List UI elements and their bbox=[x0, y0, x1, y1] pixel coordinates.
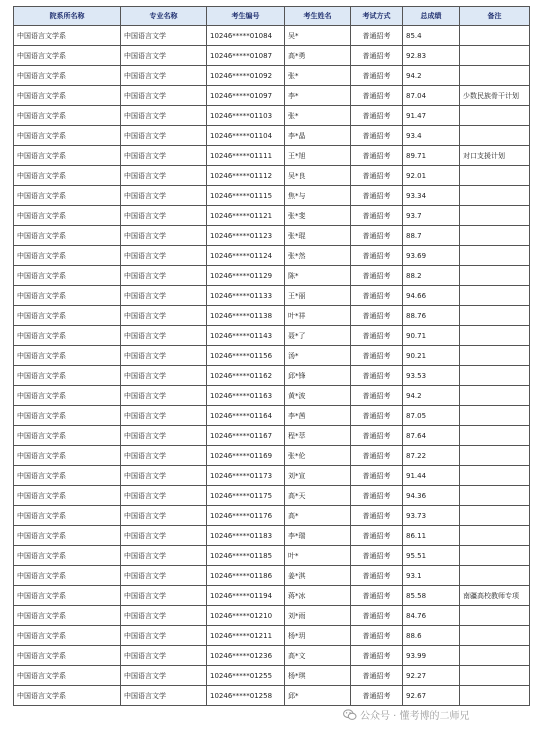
header-row bbox=[14, 7, 530, 26]
cell-note bbox=[460, 366, 530, 386]
cell-name: 杨*玥 bbox=[285, 626, 351, 646]
table-row bbox=[14, 326, 530, 346]
cell-note bbox=[460, 686, 530, 706]
cell-note bbox=[460, 186, 530, 206]
table-row bbox=[14, 506, 530, 526]
cell-dept: 中国语言文学系 bbox=[14, 406, 121, 426]
cell-note bbox=[460, 286, 530, 306]
cell-name: 杨*琪 bbox=[285, 666, 351, 686]
table-row bbox=[14, 546, 530, 566]
cell-method: 普通招考 bbox=[351, 386, 403, 406]
cell-name: 吴*良 bbox=[285, 166, 351, 186]
cell-dept: 中国语言文学系 bbox=[14, 106, 121, 126]
cell-id: 10246*****01258 bbox=[207, 686, 285, 706]
cell-name: 张*然 bbox=[285, 246, 351, 266]
cell-method: 普通招考 bbox=[351, 326, 403, 346]
cell-note bbox=[460, 306, 530, 326]
cell-major: 中国语言文学 bbox=[121, 206, 207, 226]
cell-score: 84.76 bbox=[403, 606, 460, 626]
table-row bbox=[14, 146, 530, 166]
cell-major: 中国语言文学 bbox=[121, 246, 207, 266]
cell-dept: 中国语言文学系 bbox=[14, 46, 121, 66]
cell-dept: 中国语言文学系 bbox=[14, 526, 121, 546]
cell-dept: 中国语言文学系 bbox=[14, 286, 121, 306]
cell-method: 普通招考 bbox=[351, 26, 403, 46]
cell-method: 普通招考 bbox=[351, 626, 403, 646]
cell-score: 90.21 bbox=[403, 346, 460, 366]
cell-note bbox=[460, 626, 530, 646]
cell-dept: 中国语言文学系 bbox=[14, 666, 121, 686]
cell-id: 10246*****01169 bbox=[207, 446, 285, 466]
cell-id: 10246*****01092 bbox=[207, 66, 285, 86]
cell-score: 93.69 bbox=[403, 246, 460, 266]
cell-note: 南疆高校教师专项 bbox=[460, 586, 530, 606]
cell-id: 10246*****01167 bbox=[207, 426, 285, 446]
cell-score: 85.58 bbox=[403, 586, 460, 606]
cell-method: 普通招考 bbox=[351, 586, 403, 606]
cell-score: 88.2 bbox=[403, 266, 460, 286]
table-row bbox=[14, 526, 530, 546]
cell-id: 10246*****01185 bbox=[207, 546, 285, 566]
cell-score: 93.53 bbox=[403, 366, 460, 386]
cell-dept: 中国语言文学系 bbox=[14, 606, 121, 626]
cell-id: 10246*****01211 bbox=[207, 626, 285, 646]
cell-name: 李* bbox=[285, 86, 351, 106]
column-header-method: 考试方式 bbox=[351, 7, 403, 26]
cell-method: 普通招考 bbox=[351, 406, 403, 426]
cell-score: 92.67 bbox=[403, 686, 460, 706]
cell-note bbox=[460, 46, 530, 66]
table-row bbox=[14, 346, 530, 366]
cell-major: 中国语言文学 bbox=[121, 646, 207, 666]
cell-major: 中国语言文学 bbox=[121, 546, 207, 566]
column-header-score: 总成绩 bbox=[403, 7, 460, 26]
cell-id: 10246*****01097 bbox=[207, 86, 285, 106]
cell-dept: 中国语言文学系 bbox=[14, 426, 121, 446]
cell-method: 普通招考 bbox=[351, 506, 403, 526]
table-row bbox=[14, 106, 530, 126]
cell-note: 对口支援计划 bbox=[460, 146, 530, 166]
cell-score: 87.64 bbox=[403, 426, 460, 446]
cell-dept: 中国语言文学系 bbox=[14, 386, 121, 406]
cell-score: 87.22 bbox=[403, 446, 460, 466]
cell-name: 焦*与 bbox=[285, 186, 351, 206]
cell-dept: 中国语言文学系 bbox=[14, 246, 121, 266]
column-header-note: 备注 bbox=[460, 7, 530, 26]
cell-score: 94.2 bbox=[403, 66, 460, 86]
cell-note bbox=[460, 506, 530, 526]
cell-method: 普通招考 bbox=[351, 246, 403, 266]
cell-id: 10246*****01121 bbox=[207, 206, 285, 226]
cell-note bbox=[460, 446, 530, 466]
table-header bbox=[14, 7, 530, 26]
cell-dept: 中国语言文学系 bbox=[14, 626, 121, 646]
cell-major: 中国语言文学 bbox=[121, 346, 207, 366]
table-row bbox=[14, 466, 530, 486]
cell-dept: 中国语言文学系 bbox=[14, 86, 121, 106]
cell-name: 邱*锋 bbox=[285, 366, 351, 386]
cell-method: 普通招考 bbox=[351, 426, 403, 446]
cell-score: 88.7 bbox=[403, 226, 460, 246]
cell-major: 中国语言文学 bbox=[121, 86, 207, 106]
cell-major: 中国语言文学 bbox=[121, 26, 207, 46]
cell-dept: 中国语言文学系 bbox=[14, 366, 121, 386]
table-row bbox=[14, 286, 530, 306]
cell-name: 张*琨 bbox=[285, 226, 351, 246]
cell-id: 10246*****01129 bbox=[207, 266, 285, 286]
cell-id: 10246*****01255 bbox=[207, 666, 285, 686]
cell-major: 中国语言文学 bbox=[121, 466, 207, 486]
watermark bbox=[343, 707, 470, 722]
cell-dept: 中国语言文学系 bbox=[14, 326, 121, 346]
cell-score: 93.4 bbox=[403, 126, 460, 146]
cell-id: 10246*****01175 bbox=[207, 486, 285, 506]
cell-id: 10246*****01186 bbox=[207, 566, 285, 586]
table-row bbox=[14, 566, 530, 586]
cell-dept: 中国语言文学系 bbox=[14, 186, 121, 206]
cell-note: 少数民族骨干计划 bbox=[460, 86, 530, 106]
cell-dept: 中国语言文学系 bbox=[14, 566, 121, 586]
cell-dept: 中国语言文学系 bbox=[14, 546, 121, 566]
cell-major: 中国语言文学 bbox=[121, 486, 207, 506]
cell-method: 普通招考 bbox=[351, 486, 403, 506]
cell-name: 张*伦 bbox=[285, 446, 351, 466]
cell-major: 中国语言文学 bbox=[121, 446, 207, 466]
table-row bbox=[14, 306, 530, 326]
cell-note bbox=[460, 426, 530, 446]
table-row bbox=[14, 366, 530, 386]
cell-score: 92.83 bbox=[403, 46, 460, 66]
cell-dept: 中国语言文学系 bbox=[14, 486, 121, 506]
cell-major: 中国语言文学 bbox=[121, 286, 207, 306]
cell-method: 普通招考 bbox=[351, 266, 403, 286]
cell-note bbox=[460, 566, 530, 586]
cell-dept: 中国语言文学系 bbox=[14, 146, 121, 166]
cell-name: 王*丽 bbox=[285, 286, 351, 306]
cell-note bbox=[460, 486, 530, 506]
cell-method: 普通招考 bbox=[351, 86, 403, 106]
cell-method: 普通招考 bbox=[351, 146, 403, 166]
cell-name: 高*勇 bbox=[285, 46, 351, 66]
cell-name: 吴* bbox=[285, 26, 351, 46]
cell-note bbox=[460, 66, 530, 86]
cell-name: 刘*宣 bbox=[285, 466, 351, 486]
cell-name: 陈* bbox=[285, 266, 351, 286]
cell-name: 高*文 bbox=[285, 646, 351, 666]
cell-dept: 中国语言文学系 bbox=[14, 166, 121, 186]
cell-method: 普通招考 bbox=[351, 546, 403, 566]
cell-note bbox=[460, 386, 530, 406]
cell-name: 李*茜 bbox=[285, 406, 351, 426]
cell-id: 10246*****01123 bbox=[207, 226, 285, 246]
cell-score: 89.71 bbox=[403, 146, 460, 166]
cell-id: 10246*****01104 bbox=[207, 126, 285, 146]
cell-score: 93.99 bbox=[403, 646, 460, 666]
table-row bbox=[14, 26, 530, 46]
table-row bbox=[14, 626, 530, 646]
cell-dept: 中国语言文学系 bbox=[14, 306, 121, 326]
cell-name: 高*天 bbox=[285, 486, 351, 506]
cell-dept: 中国语言文学系 bbox=[14, 446, 121, 466]
cell-id: 10246*****01143 bbox=[207, 326, 285, 346]
table-row bbox=[14, 246, 530, 266]
column-header-major: 专业名称 bbox=[121, 7, 207, 26]
cell-score: 88.76 bbox=[403, 306, 460, 326]
cell-note bbox=[460, 266, 530, 286]
cell-method: 普通招考 bbox=[351, 286, 403, 306]
cell-name: 李*晶 bbox=[285, 126, 351, 146]
cell-note bbox=[460, 226, 530, 246]
cell-method: 普通招考 bbox=[351, 166, 403, 186]
cell-name: 聂*了 bbox=[285, 326, 351, 346]
cell-major: 中国语言文学 bbox=[121, 126, 207, 146]
cell-id: 10246*****01236 bbox=[207, 646, 285, 666]
table-row bbox=[14, 66, 530, 86]
table-row bbox=[14, 666, 530, 686]
cell-method: 普通招考 bbox=[351, 666, 403, 686]
table-row bbox=[14, 606, 530, 626]
cell-score: 94.2 bbox=[403, 386, 460, 406]
cell-major: 中国语言文学 bbox=[121, 146, 207, 166]
cell-id: 10246*****01112 bbox=[207, 166, 285, 186]
cell-major: 中国语言文学 bbox=[121, 426, 207, 446]
cell-score: 85.4 bbox=[403, 26, 460, 46]
cell-name: 张* bbox=[285, 66, 351, 86]
column-header-dept: 院系所名称 bbox=[14, 7, 121, 26]
cell-score: 91.44 bbox=[403, 466, 460, 486]
cell-dept: 中国语言文学系 bbox=[14, 686, 121, 706]
cell-major: 中国语言文学 bbox=[121, 266, 207, 286]
cell-id: 10246*****01084 bbox=[207, 26, 285, 46]
cell-score: 94.36 bbox=[403, 486, 460, 506]
cell-note bbox=[460, 326, 530, 346]
cell-method: 普通招考 bbox=[351, 206, 403, 226]
cell-method: 普通招考 bbox=[351, 306, 403, 326]
cell-score: 93.1 bbox=[403, 566, 460, 586]
cell-note bbox=[460, 126, 530, 146]
cell-major: 中国语言文学 bbox=[121, 366, 207, 386]
cell-id: 10246*****01173 bbox=[207, 466, 285, 486]
cell-name: 张*斐 bbox=[285, 206, 351, 226]
cell-method: 普通招考 bbox=[351, 686, 403, 706]
cell-score: 93.34 bbox=[403, 186, 460, 206]
cell-score: 87.05 bbox=[403, 406, 460, 426]
cell-dept: 中国语言文学系 bbox=[14, 586, 121, 606]
cell-dept: 中国语言文学系 bbox=[14, 126, 121, 146]
cell-score: 87.04 bbox=[403, 86, 460, 106]
cell-name: 王*旭 bbox=[285, 146, 351, 166]
cell-score: 92.01 bbox=[403, 166, 460, 186]
cell-score: 88.6 bbox=[403, 626, 460, 646]
table-row bbox=[14, 646, 530, 666]
cell-note bbox=[460, 546, 530, 566]
cell-major: 中国语言文学 bbox=[121, 226, 207, 246]
cell-dept: 中国语言文学系 bbox=[14, 266, 121, 286]
cell-id: 10246*****01138 bbox=[207, 306, 285, 326]
table-row bbox=[14, 406, 530, 426]
watermark-text: 公众号 · 懂考博的二师兄 bbox=[360, 711, 470, 722]
cell-major: 中国语言文学 bbox=[121, 326, 207, 346]
cell-major: 中国语言文学 bbox=[121, 186, 207, 206]
cell-note bbox=[460, 406, 530, 426]
cell-dept: 中国语言文学系 bbox=[14, 66, 121, 86]
cell-note bbox=[460, 666, 530, 686]
cell-method: 普通招考 bbox=[351, 446, 403, 466]
cell-major: 中国语言文学 bbox=[121, 46, 207, 66]
cell-note bbox=[460, 106, 530, 126]
cell-id: 10246*****01163 bbox=[207, 386, 285, 406]
cell-major: 中国语言文学 bbox=[121, 526, 207, 546]
table-row bbox=[14, 166, 530, 186]
cell-dept: 中国语言文学系 bbox=[14, 206, 121, 226]
table-row bbox=[14, 266, 530, 286]
cell-note bbox=[460, 646, 530, 666]
cell-name: 刘*雨 bbox=[285, 606, 351, 626]
cell-note bbox=[460, 606, 530, 626]
column-header-name: 考生姓名 bbox=[285, 7, 351, 26]
cell-id: 10246*****01210 bbox=[207, 606, 285, 626]
cell-dept: 中国语言文学系 bbox=[14, 26, 121, 46]
cell-name: 姜*淇 bbox=[285, 566, 351, 586]
cell-method: 普通招考 bbox=[351, 346, 403, 366]
cell-id: 10246*****01111 bbox=[207, 146, 285, 166]
cell-id: 10246*****01162 bbox=[207, 366, 285, 386]
cell-id: 10246*****01176 bbox=[207, 506, 285, 526]
column-header-id: 考生编号 bbox=[207, 7, 285, 26]
cell-id: 10246*****01156 bbox=[207, 346, 285, 366]
table-row bbox=[14, 46, 530, 66]
table-row bbox=[14, 686, 530, 706]
table-row bbox=[14, 86, 530, 106]
table-row bbox=[14, 126, 530, 146]
cell-id: 10246*****01164 bbox=[207, 406, 285, 426]
cell-method: 普通招考 bbox=[351, 526, 403, 546]
cell-major: 中国语言文学 bbox=[121, 406, 207, 426]
table-row bbox=[14, 226, 530, 246]
cell-name: 张* bbox=[285, 106, 351, 126]
table-row bbox=[14, 426, 530, 446]
table-row bbox=[14, 486, 530, 506]
cell-method: 普通招考 bbox=[351, 46, 403, 66]
cell-method: 普通招考 bbox=[351, 66, 403, 86]
cell-note bbox=[460, 206, 530, 226]
cell-dept: 中国语言文学系 bbox=[14, 506, 121, 526]
wechat-icon bbox=[343, 709, 357, 721]
cell-method: 普通招考 bbox=[351, 466, 403, 486]
cell-name: 叶* bbox=[285, 546, 351, 566]
cell-name: 黄*波 bbox=[285, 386, 351, 406]
cell-id: 10246*****01103 bbox=[207, 106, 285, 126]
cell-method: 普通招考 bbox=[351, 186, 403, 206]
cell-major: 中国语言文学 bbox=[121, 166, 207, 186]
cell-id: 10246*****01133 bbox=[207, 286, 285, 306]
cell-score: 94.66 bbox=[403, 286, 460, 306]
cell-major: 中国语言文学 bbox=[121, 626, 207, 646]
cell-name: 程*萃 bbox=[285, 426, 351, 446]
cell-major: 中国语言文学 bbox=[121, 606, 207, 626]
cell-dept: 中国语言文学系 bbox=[14, 466, 121, 486]
cell-note bbox=[460, 246, 530, 266]
cell-major: 中国语言文学 bbox=[121, 506, 207, 526]
cell-score: 95.51 bbox=[403, 546, 460, 566]
cell-method: 普通招考 bbox=[351, 606, 403, 626]
cell-note bbox=[460, 346, 530, 366]
cell-dept: 中国语言文学系 bbox=[14, 646, 121, 666]
cell-score: 91.47 bbox=[403, 106, 460, 126]
table-row bbox=[14, 586, 530, 606]
cell-score: 86.11 bbox=[403, 526, 460, 546]
cell-method: 普通招考 bbox=[351, 366, 403, 386]
cell-score: 93.73 bbox=[403, 506, 460, 526]
cell-dept: 中国语言文学系 bbox=[14, 226, 121, 246]
cell-major: 中国语言文学 bbox=[121, 566, 207, 586]
cell-major: 中国语言文学 bbox=[121, 106, 207, 126]
cell-note bbox=[460, 166, 530, 186]
cell-major: 中国语言文学 bbox=[121, 306, 207, 326]
cell-major: 中国语言文学 bbox=[121, 666, 207, 686]
table-row bbox=[14, 186, 530, 206]
cell-method: 普通招考 bbox=[351, 126, 403, 146]
cell-name: 李*瑞 bbox=[285, 526, 351, 546]
cell-id: 10246*****01183 bbox=[207, 526, 285, 546]
cell-note bbox=[460, 466, 530, 486]
cell-score: 92.27 bbox=[403, 666, 460, 686]
table-row bbox=[14, 446, 530, 466]
cell-name: 叶*祥 bbox=[285, 306, 351, 326]
cell-score: 90.71 bbox=[403, 326, 460, 346]
cell-major: 中国语言文学 bbox=[121, 386, 207, 406]
cell-score: 93.7 bbox=[403, 206, 460, 226]
cell-name: 高* bbox=[285, 506, 351, 526]
cell-method: 普通招考 bbox=[351, 226, 403, 246]
cell-major: 中国语言文学 bbox=[121, 686, 207, 706]
cell-name: 邱* bbox=[285, 686, 351, 706]
cell-method: 普通招考 bbox=[351, 566, 403, 586]
cell-major: 中国语言文学 bbox=[121, 586, 207, 606]
table-row bbox=[14, 206, 530, 226]
cell-id: 10246*****01124 bbox=[207, 246, 285, 266]
cell-id: 10246*****01115 bbox=[207, 186, 285, 206]
cell-id: 10246*****01194 bbox=[207, 586, 285, 606]
cell-name: 蒋*冰 bbox=[285, 586, 351, 606]
cell-method: 普通招考 bbox=[351, 646, 403, 666]
table-row bbox=[14, 386, 530, 406]
cell-dept: 中国语言文学系 bbox=[14, 346, 121, 366]
cell-name: 汤* bbox=[285, 346, 351, 366]
table-body bbox=[14, 26, 530, 706]
cell-method: 普通招考 bbox=[351, 106, 403, 126]
admission-results-table bbox=[13, 6, 530, 706]
cell-note bbox=[460, 526, 530, 546]
cell-note bbox=[460, 26, 530, 46]
cell-id: 10246*****01087 bbox=[207, 46, 285, 66]
cell-major: 中国语言文学 bbox=[121, 66, 207, 86]
